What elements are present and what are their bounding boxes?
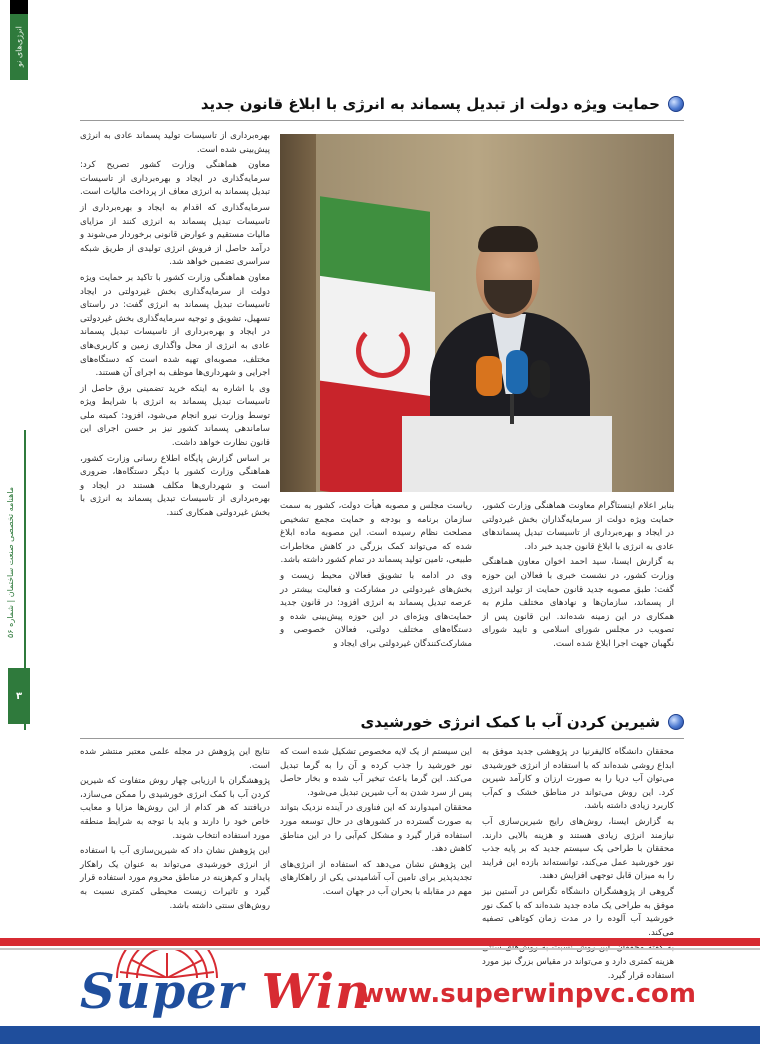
article2-column-middle [280,746,472,928]
article2-title: شیرین کردن آب با کمک انرژی خورشیدی [360,713,660,731]
paragraph: بنابر اعلام اینستاگرام معاونت هماهنگی وزارت کشور، حمایت ویژه دولت از سرمایه‌گذاران بخش غیردولتی در ایجاد و بهره‌برداری از تاسیسات تبدیل پسماندهای عادی به انرژی با ابلاغ قانون جدید خبر داد. [482,501,674,552]
side-strip [0,0,36,1044]
article1-column-right [482,500,674,690]
article1-headline [201,92,684,116]
paragraph: وی با اشاره به اینکه خرید تضمینی برق حاصل از تاسیسات تبدیل پسماند به انرژی با شرایط ویژه توسط وزارت نیرو انجام می‌شود، افزود: کمیته ملی ساماندهی پسماند کشور نیز بر حسن اجرای این قانون نظارت خواهد داشت. [80,383,270,449]
paragraph: گروهی از پژوهشگران دانشگاه تگزاس در آستین نیز موفق به طراحی یک ماده جدید شده‌اند که با کمک نور خورشید آب آلوده را در مدت زمان کوتاهی تصفیه می‌کند. [482,886,674,938]
paragraph: این پژوهش نشان داد که شیرین‌سازی آب با استفاده از انرژی خورشیدی می‌تواند به عنوان یک راهکار پایدار و کم‌هزینه در مناطق محروم مورد استفاده قرار گیرد و تاثیرات زیست محیطی کمتری نسبت به روش‌های سنتی داشته باشد. [80,846,270,911]
article2-column-right [482,746,674,981]
article1-rule [80,120,684,121]
footer-red-bar [0,938,760,946]
page-number: ۳ [8,668,30,724]
paragraph: محققان امیدوارند که این فناوری در آینده نزدیک بتواند به صورت گسترده در کشورهای در حال توسعه مورد استفاده قرار گیرد و مشکل کم‌آبی را در این مناطق کاهش دهد. [280,803,472,855]
article2-rule [80,738,684,739]
paragraph: به گزارش ایسنا، روش‌های رایج شیرین‌سازی آب نیازمند انرژی زیادی هستند و هزینه بالایی دارند. محققان با طراحی یک سیستم جدید که بر پایه جذب نور خورشید عمل می‌کند، توانسته‌اند بازده این فرایند را به میزان قابل توجهی افزایش دهند. [482,816,674,882]
article1-title: حمایت ویژه دولت از تبدیل پسماند به انرژی با ابلاغ قانون جدید [200,95,660,113]
paragraph: ریاست مجلس و مصوبه هیأت دولت، کشور به سمت سازمان برنامه و بودجه و حمایت مجمع تشخیص مصلحت نظام رسیده است. این مصوبه ماده ابلاغ شده که می‌تواند کمک بزرگی در کاهش مخاطرات طبیعی، تامین تولید پسماند در تمام کشور داشته باشد. [280,501,472,566]
magazine-vertical-text: ماهنامه تخصصی صنعت ساختمان | شماره ۵۶ [6,486,15,638]
website-url[interactable]: www.superwinpvc.com [360,979,696,1009]
article1-photo [280,134,674,492]
paragraph: بهره‌برداری از تاسیسات تولید پسماند عادی به انرژی پیش‌بینی شده است. [80,131,270,155]
paragraph: سرمایه‌گذاری که اقدام به ایجاد و بهره‌برداری از تاسیسات تبدیل پسماند به انرژی کنند از مزایای مالیات مستقیم و عوارض قانونی برخوردار می‌شوند و درآمد حاصل از فروش انرژی تولیدی از طریق شبکه سراسری تضمین خواهد شد. [80,202,270,268]
article1-column-middle [280,500,472,690]
side-black-block [10,0,28,14]
paragraph: معاون هماهنگی وزارت کشور با تاکید بر حمایت ویژه دولت از سرمایه‌گذاری بخش غیردولتی در ایجاد تاسیسات تبدیل پسماند به انرژی گفت: در راستای تسهیل، تشویق و توجیه سرمایه‌گذاری بخش غیردولتی در ایجاد و بهره‌برداری از تاسیسات تبدیل پسماند عادی به انرژی از محل واگذاری زمین و کاربری‌های مختلف، مصوبه‌ای تهیه شده است که دستگاه‌های اجرایی و شهرداری‌ها موظف به اجرای آن هستند. [80,272,270,379]
section-tab: انرژی‌های نو [10,14,28,80]
paragraph: این سیستم از یک لایه مخصوص تشکیل شده است که نور خورشید را جذب کرده و آن را به گرما تبدیل می‌کند. این گرما باعث تبخیر آب شده و بخار حاصل پس از سرد شدن به آب شیرین تبدیل می‌شود. [280,747,472,798]
superwin-logo [80,964,371,1020]
footer-blue-bar [0,1026,760,1044]
paragraph: هزینه کمتری دارد و می‌تواند در مقیاس بزرگ نیز مورد استفاده قرار گیرد. [482,956,674,981]
article2-headline [361,710,684,734]
paragraph: بر اساس گزارش پایگاه اطلاع رسانی وزارت کشور، هماهنگی وزارت کشور با دیگر دستگاه‌ها، ضروری است و شهرداری‌ها مکلف هستند در ایجاد و بهره‌برداری از تاسیسات تبدیل پسماند به انرژی با بخش غیردولتی همکاری کنند. [80,453,270,519]
paragraph: معاون هماهنگی وزارت کشور تصریح کرد: سرمایه‌گذاری در ایجاد و بهره‌برداری از تاسیسات تبدیل پسماند به انرژی معاف از پرداخت مالیات است. [79,160,270,198]
logo-text-super: Super [80,964,244,1020]
headline-bullet-icon [668,96,684,112]
article2-column-left [80,746,270,928]
headline-bullet-icon [668,714,684,730]
logo-text-win: Win [261,964,371,1020]
paragraph: وی در ادامه با تشویق فعالان محیط زیست و بخش‌های غیردولتی در مشارکت و فعالیت بیشتر در عرصه تبدیل پسماند به انرژی افزود: در قانون جدید حمایت‌های ویژه‌ای در این حوزه پیش‌بینی شده و دستگاه‌های مختلف دولتی، فعالان خصوصی و مشارکت‌کنندگان غیردولتی برای ایجاد و [280,570,472,649]
paragraph: محققان دانشگاه کالیفرنیا در پژوهشی جدید موفق به ابداع روشی شده‌اند که با استفاده از انرژی خورشیدی می‌توان آب دریا را به صورت ارزان و کارآمد شیرین کرد. این روش می‌تواند در مناطق خشک و کم‌آب کاربرد زیادی داشته باشد. [482,747,674,812]
paragraph: نتایج این پژوهش در مجله علمی معتبر منتشر شده است. [80,747,270,771]
paragraph: این پژوهش نشان می‌دهد که استفاده از انرژی‌های تجدیدپذیر برای تامین آب آشامیدنی یکی از راهکارهای مهم در مقابله با بحران آب در جهان است. [280,859,472,897]
article1-column-left [80,130,270,690]
paragraph: پژوهشگران با ارزیابی چهار روش متفاوت که شیرین کردن آب با کمک انرژی خورشیدی را ممکن می‌سازد، دریافتند که هر کدام از این روش‌ها مزایا و معایب خاص خود را دارند و باید با توجه به شرایط منطقه مورد استفاده انتخاب شوند. [80,776,270,841]
paragraph: به گزارش ایسنا، سید احمد اخوان معاون هماهنگی وزارت کشور، در نشست خبری با فعالان این حوزه گفت: طبق مصوبه جدید قانون حمایت از تولید انرژی از پسماند، سازمان‌ها و نهادهای مختلف ملزم به همکاری در این زمینه شده‌اند. این قانون پس از تصویب در مجلس شورای اسلامی و تایید شورای نگهبان جهت اجرا ابلاغ شده است. [482,557,674,649]
